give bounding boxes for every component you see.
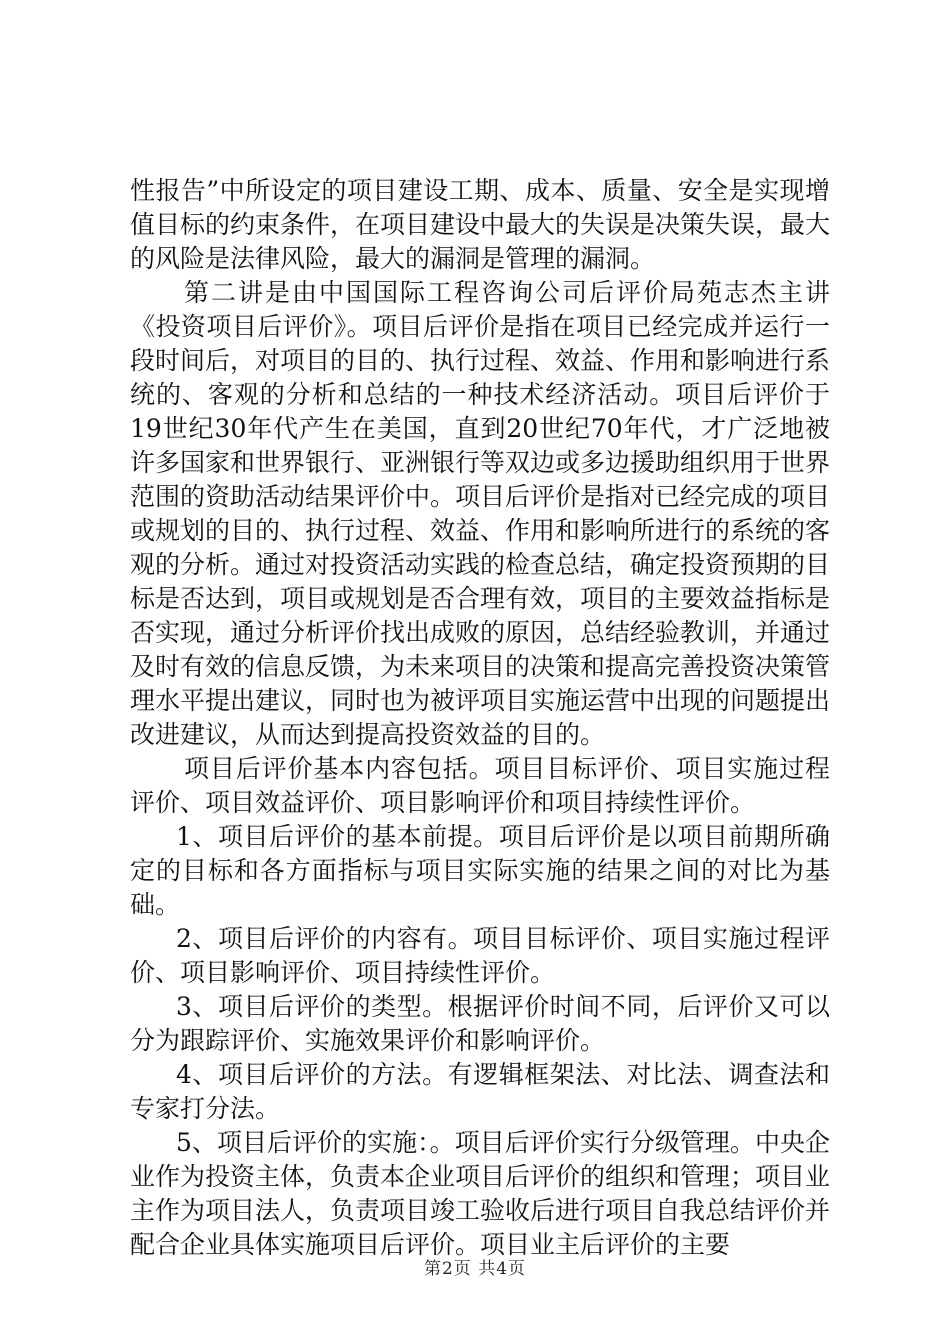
paragraph-lecture-two: 第二讲是由中国国际工程咨询公司后评价局苑志杰主讲《投资项目后评价》。项目后评价是指在项目已经完成并运行一段时间后，对项目的目的、执行过程、效益、作用和影响进行系统的、客观的分析和总结的一种技术经济活动。项目后评价于19世纪30年代产生在美国，直到20世纪70年代，才广泛地被许多国家和世界银行、亚洲银行等双边或多边援助组织用于世界范围的资助活动结果评价中。项目后评价是指对已经完成的项目或规划的目的、执行过程、效益、作用和影响所进行的系统的客观的分析。通过对投资活动实践的检查总结，确定投资预期的目标是否达到，项目或规划是否合理有效，项目的主要效益指标是否实现，通过分析评价找出成败的原因，总结经验教训，并通过及时有效的信息反馈，为未来项目的决策和提高完善投资决策管理水平提出建议，同时也为被评项目实施运营中出现的问题提出改进建议，从而达到提高投资效益的目的。 <box>130 278 831 749</box>
page-footer: 第2页 共4页 <box>423 1259 527 1279</box>
paragraph-item-2: 2、项目后评价的内容有。项目目标评价、项目实施过程评价、项目影响评价、项目持续性评价。 <box>130 924 830 987</box>
paragraph-basic-content: 项目后评价基本内容包括。项目目标评价、项目实施过程评价、项目效益评价、项目影响评价和项目持续性评价。 <box>130 754 830 817</box>
paragraph-item-5: 5、项目后评价的实施：。项目后评价实行分级管理。中央企业作为投资主体，负责本企业项目后评价的组织和管理；项目业主作为项目法人，负责项目竣工验收后进行项目自我总结评价并配合企业具体实施项目后评价。项目业主后评价的主要 <box>130 1128 831 1259</box>
document-body <box>130 174 830 1262</box>
paragraph-continuation: 性报告”中所设定的项目建设工期、成本、质量、安全是实现增值目标的约束条件，在项目建设中最大的失误是决策失误，最大的风险是法律风险，最大的漏洞是管理的漏洞。 <box>130 176 831 273</box>
paragraph-item-3: 3、项目后评价的类型。根据评价时间不同，后评价又可以分为跟踪评价、实施效果评价和影响评价。 <box>130 992 830 1055</box>
paragraph-item-1: 1、项目后评价的基本前提。项目后评价是以项目前期所确定的目标和各方面指标与项目实际实施的结果之间的对比为基础。 <box>130 822 830 919</box>
paragraph-item-4: 4、项目后评价的方法。有逻辑框架法、对比法、调查法和专家打分法。 <box>130 1060 830 1123</box>
